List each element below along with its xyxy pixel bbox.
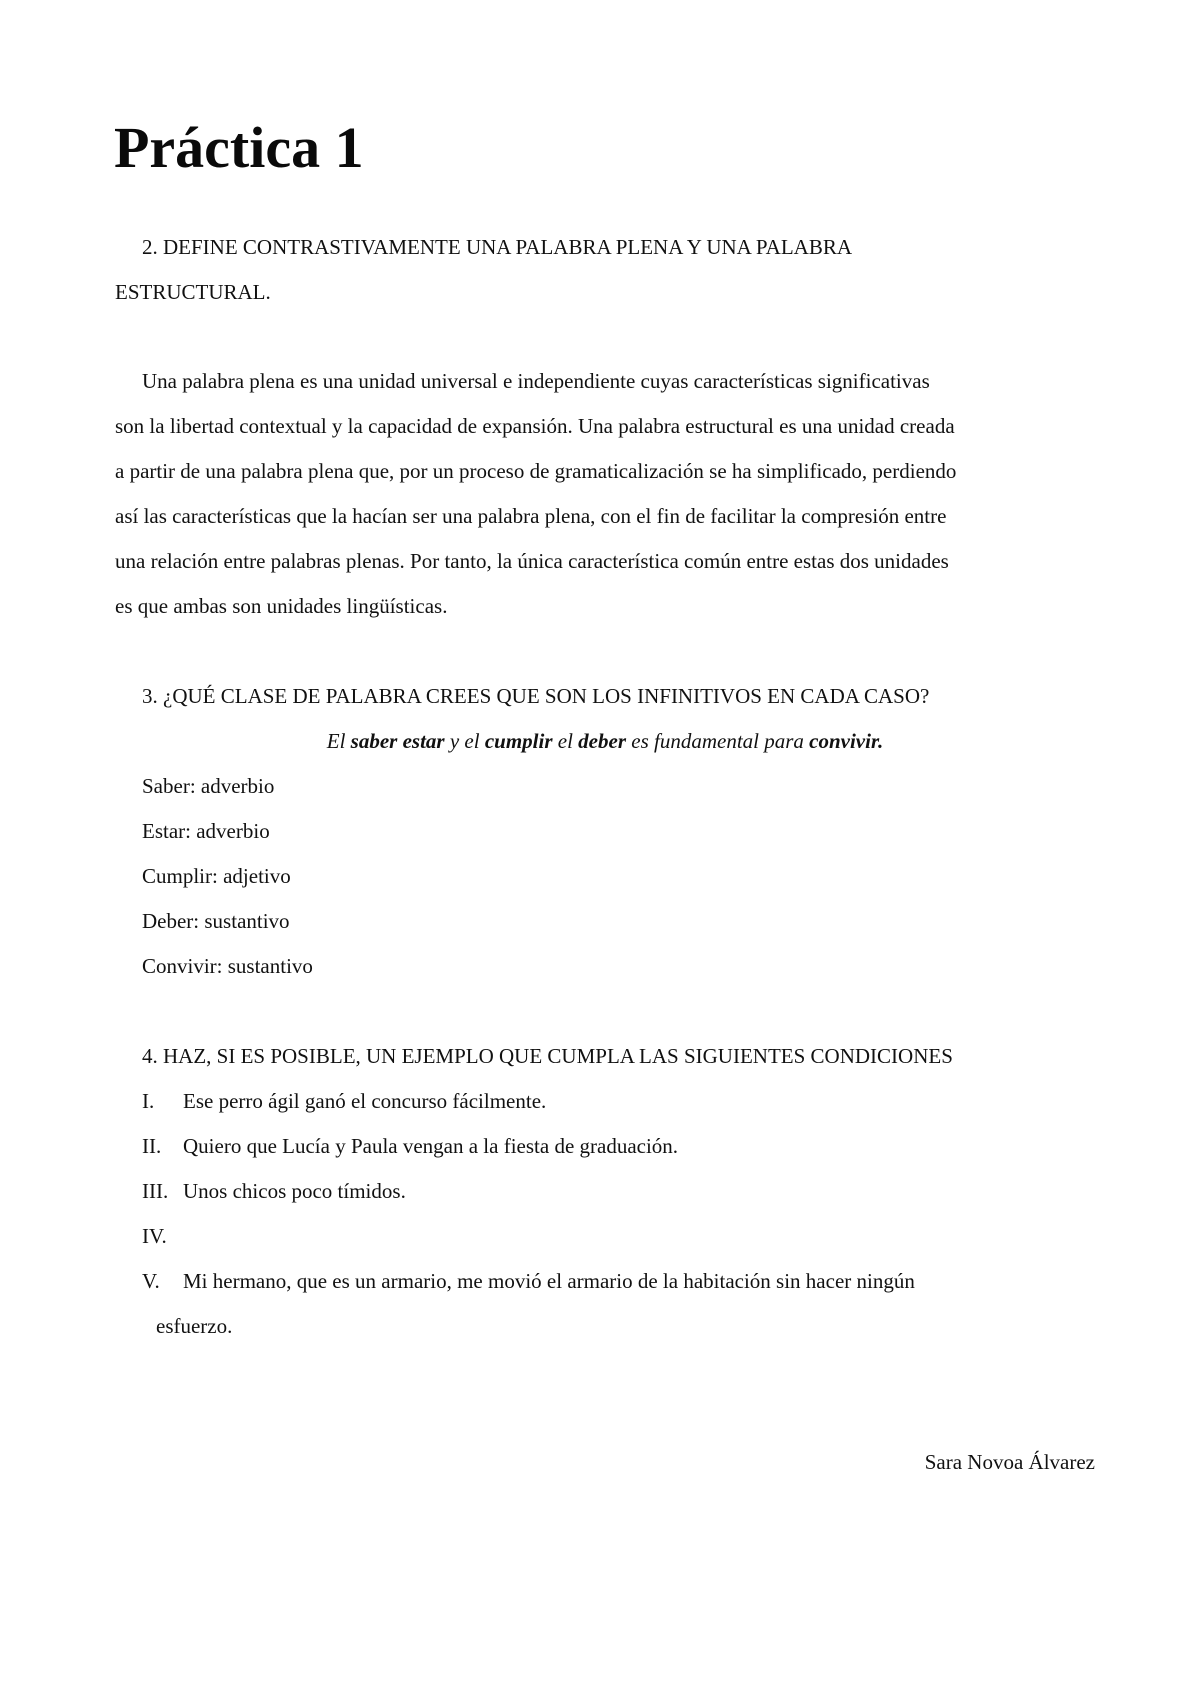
list-item-number: II. [142,1134,162,1158]
list-item-text: Ese perro ágil ganó el concurso fácilmente. [183,1089,547,1113]
question-3-answers [115,764,1095,989]
list-item [142,1124,1092,1169]
sentence-bold-part: deber [578,729,626,753]
answer-convivir: Convivir: sustantivo [142,954,313,978]
sentence-part: El [326,729,351,753]
list-item-continuation: esfuerzo. [156,1314,233,1338]
list-item [142,1214,1092,1259]
answer-cumplir: Cumplir: adjetivo [142,864,291,888]
list-item-number: V. [142,1269,160,1293]
answer-line: son la libertad contextual y la capacidad de expansión. Una palabra estructural es una unidad creada [115,414,955,438]
page-title: Práctica 1 [114,115,364,180]
sentence-part: es fundamental para [626,729,810,753]
list-item [142,1079,1092,1124]
list-item-number: III. [142,1179,169,1203]
list-item-text: Unos chicos poco tímidos. [183,1179,406,1203]
sentence-bold-part: convivir. [809,729,884,753]
example-sentence [115,719,1095,764]
answer-deber: Deber: sustantivo [142,909,290,933]
list-item-number: IV. [142,1224,167,1248]
question-2 [115,225,1095,315]
sentence-part: y el [444,729,485,753]
answer-line: así las características que la hacían ser una palabra plena, con el fin de facilitar la compresión entre [115,504,947,528]
question-4-heading-text: 4. HAZ, SI ES POSIBLE, UN EJEMPLO QUE CUMPLA LAS SIGUIENTES CONDICIONES [142,1044,953,1068]
list-item-text: Mi hermano, que es un armario, me movió el armario de la habitación sin hacer ningún [183,1269,915,1293]
question-4-list [142,1079,1092,1349]
question-2-heading-line-1: 2. DEFINE CONTRASTIVAMENTE UNA PALABRA PLENA Y UNA PALABRA [142,235,853,259]
question-2-heading-line-2: ESTRUCTURAL. [115,280,271,304]
question-4-heading [115,1034,1095,1079]
sentence-bold-part: saber estar [350,729,445,753]
list-item-text: Quiero que Lucía y Paula vengan a la fiesta de graduación. [183,1134,679,1158]
sentence-part: el [552,729,579,753]
list-item [142,1169,1092,1214]
author-signature: Sara Novoa Álvarez [924,1450,1095,1474]
list-item [142,1259,1092,1304]
question-3-heading [115,674,1095,719]
answer-estar: Estar: adverbio [142,819,270,843]
answer-line: una relación entre palabras plenas. Por tanto, la única característica común entre estas dos unidades [115,549,949,573]
question-2-answer [115,359,1095,629]
question-3-heading-text: 3. ¿QUÉ CLASE DE PALABRA CREES QUE SON LOS INFINITIVOS EN CADA CASO? [142,684,930,708]
answer-line: Una palabra plena es una unidad universal e independiente cuyas características significativas [142,369,930,393]
answer-saber: Saber: adverbio [142,774,275,798]
sentence-bold-part: cumplir [484,729,553,753]
answer-line: es que ambas son unidades lingüísticas. [115,594,448,618]
answer-line: a partir de una palabra plena que, por un proceso de gramaticalización se ha simplificado, perdiendo [115,459,957,483]
list-item-number: I. [142,1089,155,1113]
